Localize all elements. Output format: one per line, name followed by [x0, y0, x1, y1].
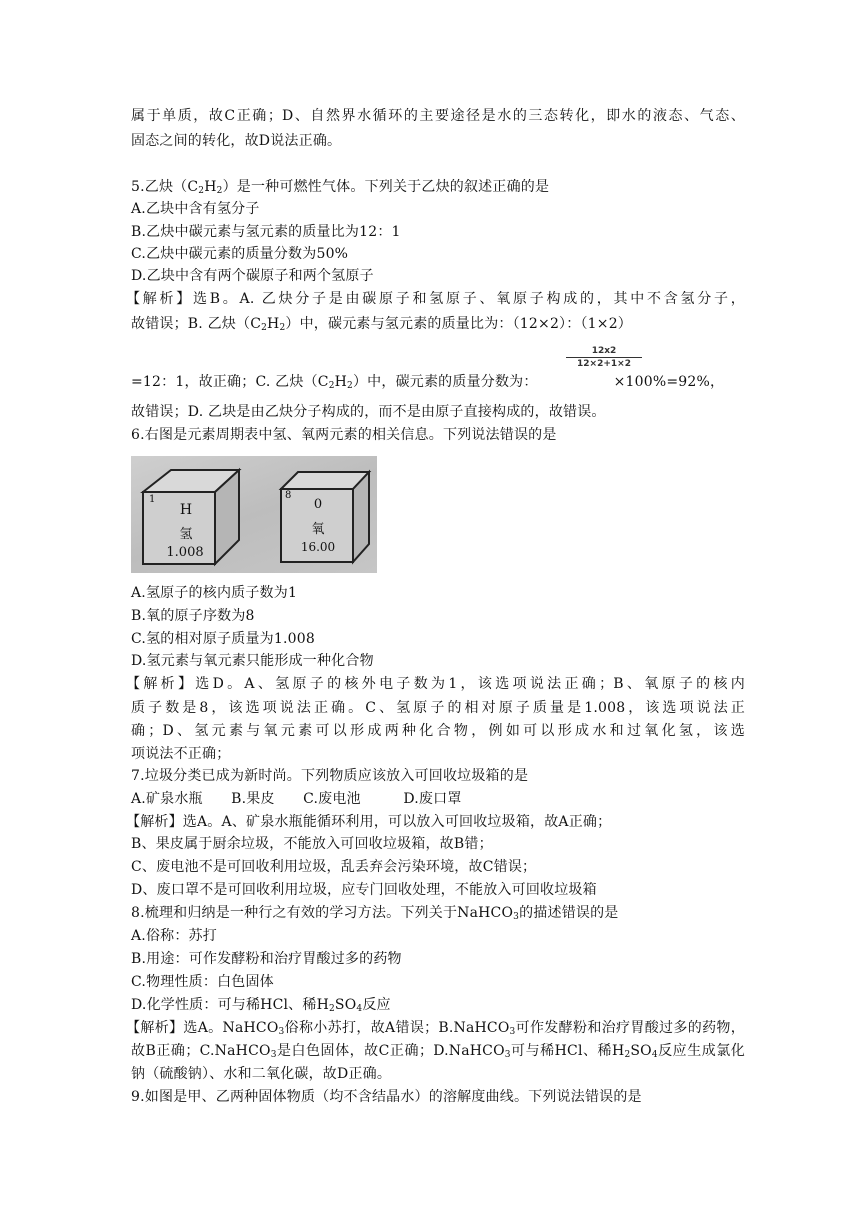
- subscript: 3: [504, 1050, 511, 1060]
- question-8-analysis: [131, 1063, 745, 1085]
- text: 俗称小苏打，故A错误；B.NaHCO: [284, 1020, 510, 1036]
- text: 5.乙炔（C: [131, 179, 199, 195]
- paragraph-line: [131, 130, 745, 152]
- hydrogen-name: 氢: [179, 527, 193, 542]
- question-7-analysis: [131, 856, 745, 878]
- question-8-option-a: [131, 925, 745, 947]
- text: SO: [630, 1043, 652, 1059]
- text: C.氢的相对原子质量为1.008: [131, 631, 315, 647]
- text: A.矿泉水瓶 B.果皮 C.废电池 D.废口罩: [131, 791, 462, 807]
- text: 确；D、氢元素与氧元素可以形成两种化合物，例如可以形成水和过氧化氢，该选: [131, 723, 745, 739]
- text: SO: [334, 997, 357, 1013]
- text: C.物理性质：白色固体: [131, 974, 274, 990]
- subscript: 2: [624, 1050, 631, 1060]
- text: D.氢元素与氧元素只能形成一种化合物: [131, 653, 374, 669]
- text: 项说法不正确；: [131, 746, 231, 762]
- question-6-stem: [131, 424, 745, 446]
- text: 可作发酵粉和治疗胃酸过多的药物，: [515, 1020, 745, 1036]
- text: 【解析】选D。A、氢原子的核外电子数为1，该选项说法正确；B、氧原子的核内: [126, 676, 745, 692]
- text: H: [334, 374, 348, 390]
- question-6-analysis: [131, 720, 745, 742]
- text: D.乙块中含有两个碳原子和两个氢原子: [131, 268, 374, 284]
- question-5-stem: [131, 176, 745, 198]
- hydrogen-atomic-number: 1: [149, 494, 156, 505]
- text: ×100%=92%，: [613, 374, 725, 390]
- text: D.化学性质：可与稀HCl、稀H: [131, 997, 329, 1013]
- text: H: [267, 316, 280, 332]
- subscript: 3: [270, 1050, 277, 1060]
- oxygen-mass: 16.00: [300, 540, 336, 554]
- text: B.乙炔中碳元素与氢元素的质量比为12：1: [131, 224, 401, 240]
- question-6-option-b: [131, 605, 745, 627]
- text: B.用途：可作发酵粉和治疗胃酸过多的药物: [131, 951, 402, 967]
- question-9-stem: [131, 1086, 745, 1108]
- subscript: 4: [356, 1004, 363, 1014]
- question-6-option-c: [131, 628, 745, 650]
- question-5-option-b: [131, 221, 745, 243]
- oxygen-name: 氧: [311, 522, 325, 537]
- text: A.乙块中含有氢分子: [131, 201, 260, 217]
- question-7-analysis: [131, 879, 745, 901]
- subscript: 2: [279, 323, 286, 333]
- question-8-analysis: [126, 1017, 745, 1039]
- text: 7.垃圾分类已成为新时尚。下列物质应该放入可回收垃圾箱的是: [131, 768, 529, 784]
- text: 反应: [362, 997, 391, 1013]
- paragraph-line: [131, 105, 745, 127]
- question-5-analysis: [126, 288, 745, 310]
- subscript: 3: [509, 1027, 516, 1037]
- question-6-option-a: [131, 582, 745, 604]
- hydrogen-mass: 1.008: [166, 545, 204, 560]
- text: 故错误；D. 乙块是由乙炔分子构成的，而不是由原子直接构成的，故错误。: [131, 404, 606, 420]
- text: 反应生成氯化: [657, 1043, 745, 1059]
- text: ）是一种可燃性气体。下列关于乙炔的叙述正确的是: [222, 179, 550, 195]
- text: H: [204, 179, 217, 195]
- text: C.乙炔中碳元素的质量分数为50%: [131, 246, 349, 262]
- text: 的描述错误的是: [519, 905, 619, 921]
- subscript: 2: [328, 381, 335, 391]
- subscript: 2: [198, 186, 205, 196]
- subscript: 3: [513, 912, 520, 922]
- text: =12：1，故正确；C. 乙炔（C: [131, 374, 329, 390]
- question-7-analysis: [126, 811, 745, 833]
- fraction-denominator: 12×2+1×2: [577, 359, 631, 369]
- text: D、废口罩不是可回收利用垃圾，应专门回收处理，不能放入可回收垃圾箱: [131, 882, 597, 898]
- oxygen-symbol: 0: [313, 497, 323, 512]
- hydrogen-symbol: H: [179, 502, 193, 518]
- subscript: 2: [216, 186, 223, 196]
- question-6-analysis: [131, 697, 745, 719]
- question-8-stem: [131, 902, 745, 924]
- text: 8.梳理和归纳是一种行之有效的学习方法。下列关于NaHCO: [131, 905, 514, 921]
- question-7-options: [131, 788, 745, 810]
- subscript: 4: [651, 1050, 658, 1060]
- text: B.氧的原子序数为8: [131, 608, 255, 624]
- question-8-option-c: [131, 971, 745, 993]
- question-5-option-a: [131, 198, 745, 220]
- fraction-formula: [566, 346, 642, 369]
- question-5-analysis: [131, 401, 745, 423]
- question-8-analysis: [131, 1040, 745, 1062]
- text: 是白色固体，故C正确；D.NaHCO: [276, 1043, 505, 1059]
- text: 固态之间的转化，故D说法正确。: [131, 133, 342, 149]
- text: B、果皮属于厨余垃圾，不能放入可回收垃圾箱，故B错；: [131, 836, 493, 852]
- subscript: 2: [347, 381, 353, 391]
- question-8-option-b: [131, 948, 745, 970]
- subscript: 2: [328, 1004, 335, 1014]
- question-5-option-c: [131, 243, 745, 265]
- subscript: 3: [278, 1027, 285, 1037]
- text: 6.右图是元素周期表中氢、氧两元素的相关信息。下列说法错误的是: [131, 427, 557, 443]
- text: 故B正确；C.NaHCO: [131, 1043, 271, 1059]
- element-periodic-table-image: [131, 456, 377, 573]
- text: 【解析】选A。A、矿泉水瓶能循环利用，可以放入可回收垃圾箱，故A正确；: [126, 814, 612, 830]
- question-6-analysis: [131, 743, 745, 765]
- question-7-stem: [131, 765, 745, 787]
- text: 【解析】选B。A. 乙炔分子是由碳原子和氢原子、氧原子构成的，其中不含氢分子，: [126, 291, 745, 307]
- text: A.氢原子的核内质子数为1: [131, 585, 298, 601]
- text: ）中，碳元素与氢元素的质量比为：（12×2）：（1×2）: [285, 316, 633, 332]
- text: A.俗称：苏打: [131, 928, 217, 944]
- question-8-option-d: [131, 994, 745, 1016]
- text: 9.如图是甲、乙两种固体物质（均不含结晶水）的溶解度曲线。下列说法错误的是: [131, 1089, 642, 1105]
- subscript: 2: [261, 323, 268, 333]
- question-7-analysis: [131, 833, 745, 855]
- question-5-option-d: [131, 265, 745, 287]
- fraction-numerator: 12x2: [566, 346, 642, 358]
- text: 钠（硫酸钠）、水和二氧化碳，故D正确。: [131, 1066, 392, 1082]
- text: 属于单质，故C正确；D、自然界水循环的主要途径是水的三态转化，即水的液态、气态、: [131, 108, 745, 124]
- question-5-analysis: [131, 371, 745, 393]
- text: 可与稀HCl、稀H: [510, 1043, 625, 1059]
- oxygen-atomic-number: 8: [285, 490, 292, 501]
- question-6-analysis: [126, 673, 745, 695]
- text: 故错误；B. 乙炔（C: [131, 316, 262, 332]
- text: ）中，碳元素的质量分数为：: [352, 374, 538, 390]
- text: 【解析】选A。NaHCO: [126, 1020, 279, 1036]
- question-6-option-d: [131, 650, 745, 672]
- question-5-analysis: [131, 313, 745, 335]
- text: 质子数是8，该选项说法正确。C、氢原子的相对原子质量是1.008，该选项说法正: [131, 700, 745, 716]
- text: C、废电池不是可回收利用垃圾，乱丢弃会污染环境，故C错误；: [131, 859, 537, 875]
